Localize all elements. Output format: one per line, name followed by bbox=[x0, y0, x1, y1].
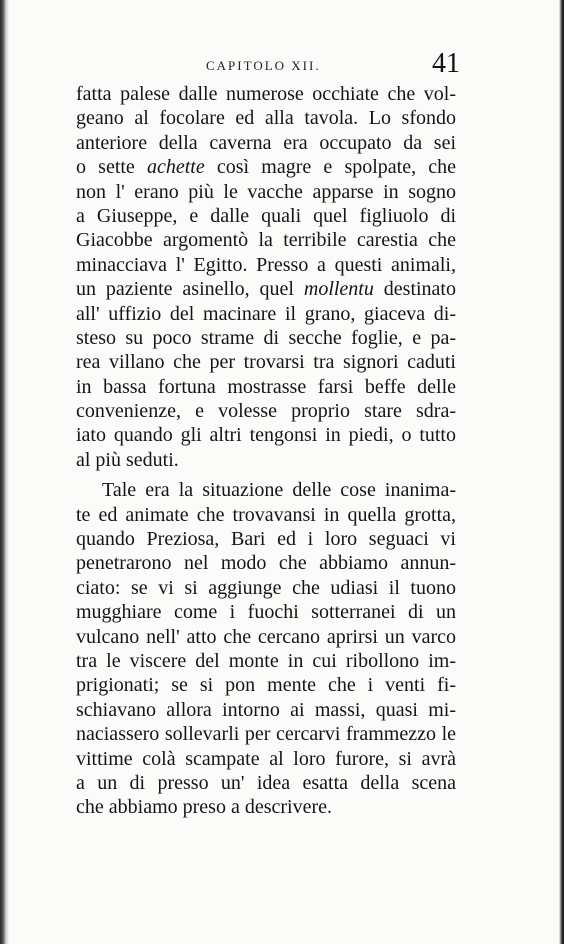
page-edge-shadow bbox=[559, 0, 564, 944]
text-line: tra le viscere del monte in cui ribollono im- bbox=[76, 649, 456, 672]
text-line: geano al focolare ed alla tavola. Lo sfondo bbox=[76, 107, 456, 130]
paragraph-1 bbox=[76, 82, 456, 472]
text-line: rea villano che per trovarsi tra signori caduti bbox=[76, 351, 456, 374]
text-line: Tale era la situazione delle cose inanima- bbox=[102, 479, 456, 502]
text-line: in bassa fortuna mostrasse farsi beffe delle bbox=[76, 375, 456, 398]
text-line: vulcano nell' atto che cercano aprirsi un varco bbox=[76, 625, 456, 648]
text-line: Giacobbe argomentò la terribile carestia che bbox=[76, 229, 456, 252]
text-line: vittime colà scampate al loro furore, si avrà bbox=[76, 747, 456, 770]
text-line: all' uffizio del macinare il grano, giaceva di- bbox=[76, 302, 456, 325]
page-binding-shadow bbox=[0, 0, 9, 944]
running-head: CAPITOLO XII. bbox=[206, 58, 321, 73]
text-line: ciato: se vi si aggiunge che udiasi il tuono bbox=[76, 576, 456, 599]
body-text bbox=[76, 82, 456, 820]
text-line: a un di presso un' idea esatta della scena bbox=[76, 771, 456, 794]
text-line: anteriore della caverna era occupato da sei bbox=[76, 131, 456, 154]
text-line: convenienze, e volesse proprio stare sdra- bbox=[76, 400, 456, 423]
text-line: te ed animate che trovavansi in quella grotta, bbox=[76, 503, 456, 526]
page-number: 41 bbox=[432, 48, 460, 79]
text-line: naciassero sollevarli per cercarvi frammezzo le bbox=[76, 723, 456, 746]
text-line: quando Preziosa, Bari ed i loro seguaci vi bbox=[76, 528, 456, 551]
text-line: un paziente asinello, quel mollentu destinato bbox=[76, 278, 456, 301]
text-line: a Giuseppe, e dalle quali quel figliuolo di bbox=[76, 204, 456, 227]
text-line: non l' erano più le vacche apparse in sogno bbox=[76, 180, 456, 203]
text-line: fatta palese dalle numerose occhiate che vol- bbox=[76, 83, 456, 105]
text-line: steso su poco strame di secche foglie, e pa- bbox=[76, 326, 456, 349]
text-line: al più seduti. bbox=[76, 448, 179, 471]
text-line: minacciava l' Egitto. Presso a questi animali, bbox=[76, 253, 456, 276]
text-line: prigionati; se si pon mente che i venti fi- bbox=[76, 674, 456, 697]
text-line: schiavano allora intorno ai massi, quasi mi- bbox=[76, 698, 456, 721]
text-line: mugghiare come i fuochi sotterranei di un bbox=[76, 601, 456, 624]
text-line: iato quando gli altri tengonsi in piedi, o tutto bbox=[76, 424, 456, 447]
text-line: o sette achette così magre e spolpate, che bbox=[76, 156, 457, 179]
text-line: penetrarono nel modo che abbiamo annun- bbox=[76, 552, 456, 575]
paragraph-2 bbox=[76, 478, 456, 819]
text-line: che abbiamo preso a descrivere. bbox=[76, 796, 332, 819]
